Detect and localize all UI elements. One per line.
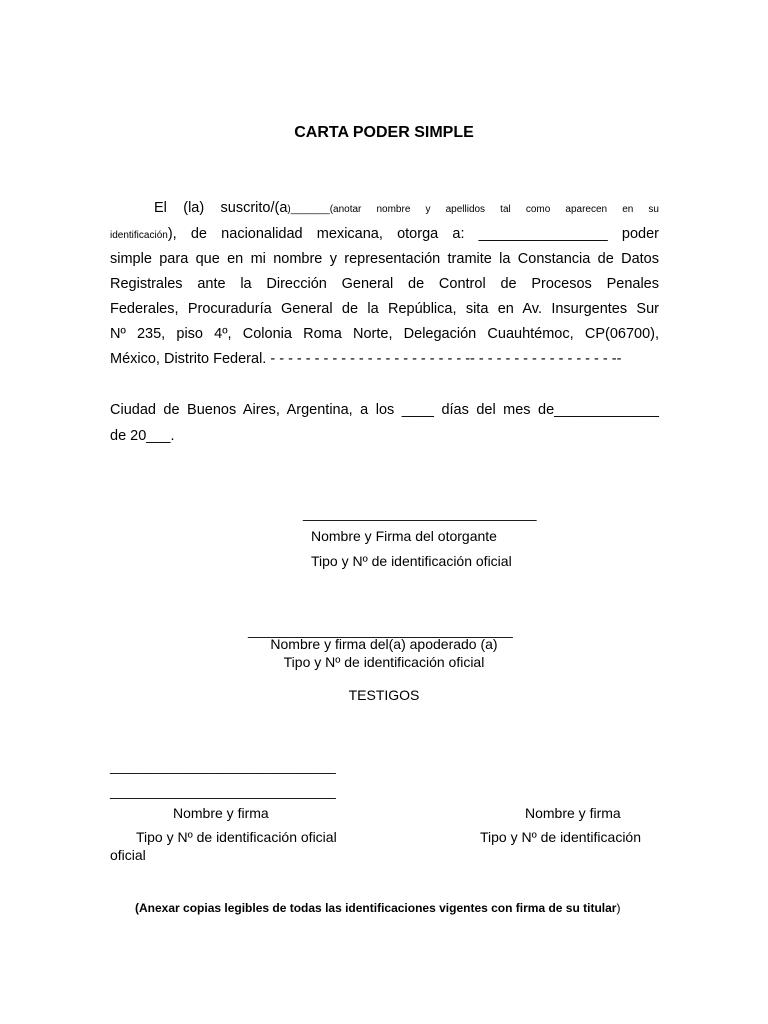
witness-signature-line-2: _____________________________ [110,783,336,799]
body-line-6: Nº 235, piso 4º, Colonia Roma Norte, Delegación Cuauhtémoc, CP(06700), [110,326,659,342]
witness-right-id-label: Tipo y Nº de identificación [480,829,642,845]
place-date-line-2: de 20___. [110,428,175,444]
body-line-7: México, Distrito Federal. - - - - - - - - - - - - - - - - - - - - - - -- - - - - - - - - - - - - - - - -- [110,351,622,367]
page-title: CARTA PODER SIMPLE [294,124,474,141]
witness-signature-line-1: _____________________________ [110,758,336,774]
body-line-4: Registrales ante la Dirección General de Control de Procesos Penales [110,276,659,292]
body-line-2: identificación), de nacionalidad mexicana, otorga a: ________________ poder [110,226,659,242]
witness-left-id-continuation: oficial [110,847,146,863]
witness-left-name-label: Nombre y firma [173,805,269,821]
annex-note: (Anexar copias legibles de todas las identificaciones vigentes con firma de su titular) [135,901,621,915]
body-line-5: Federales, Procuraduría General de la República, sita en Av. Insurgentes Sur [110,301,659,317]
apoderado-id-label: Tipo y Nº de identificación oficial [283,654,485,670]
otorgante-id-label: Tipo y Nº de identificación oficial [311,553,512,569]
testigos-heading: TESTIGOS [348,687,420,703]
body-line-3: simple para que en mi nombre y representación tramite la Constancia de Datos [110,251,659,267]
witness-left-id-label: Tipo y Nº de identificación oficial [136,829,337,845]
apoderado-signature-line: __________________________________ [248,622,513,638]
body-line-1: El (la) suscrito/(a)_______(anotar nombre y apellidos tal como aparecen en su [154,200,659,216]
apoderado-name-label: Nombre y firma del(a) apoderado (a) [270,636,498,652]
otorgante-signature-line: ______________________________ [303,505,537,521]
otorgante-name-label: Nombre y Firma del otorgante [311,528,497,544]
place-date-line-1: Ciudad de Buenos Aires, Argentina, a los ____ días del mes de_____________ [110,402,659,418]
witness-right-name-label: Nombre y firma [525,805,621,821]
